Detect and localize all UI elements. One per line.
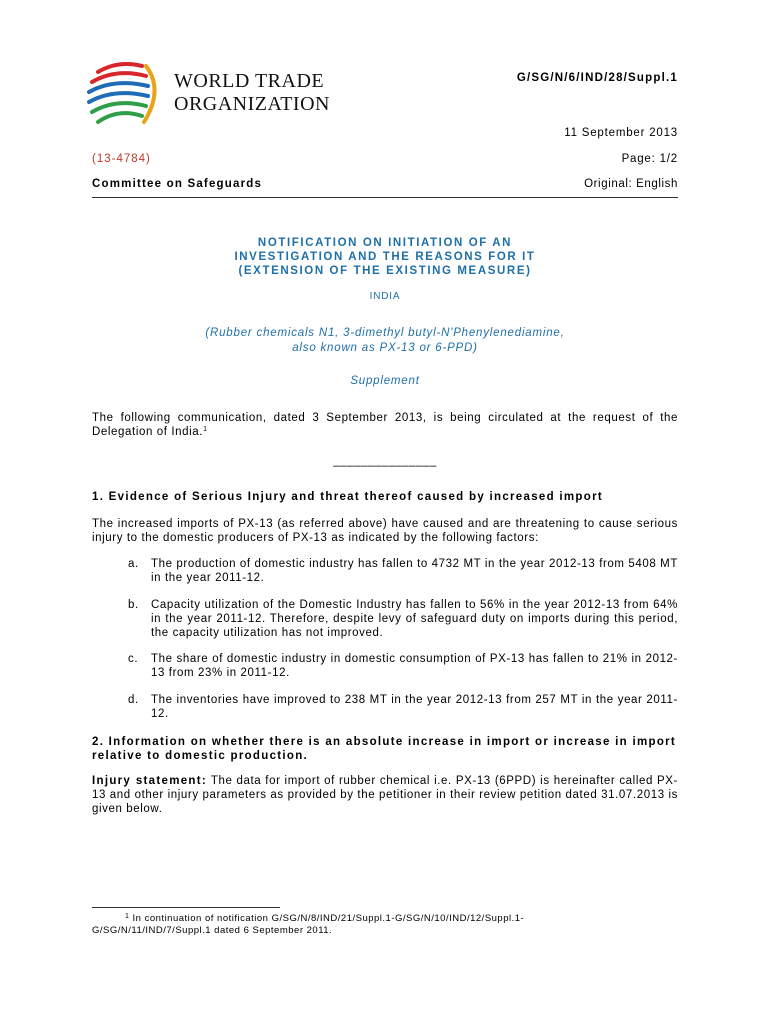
section-2-paragraph <box>92 774 678 816</box>
list-marker: a. <box>128 558 139 570</box>
org-line-1: WORLD TRADE <box>174 70 325 92</box>
document-title <box>92 236 678 278</box>
intro-paragraph <box>92 411 678 439</box>
injury-statement-label: Injury statement: <box>92 775 207 787</box>
footnote-line-1: In continuation of notification G/SG/N/8/IND/21/Suppl.1-G/SG/N/10/IND/12/Suppl.1- <box>129 913 525 924</box>
injury-statement-text: The data for import of rubber chemical i.e. PX-13 (6PPD) is hereinafter called PX-13 and other injury parameters as provided by the petitioner in their review petition dated 31.07.2013 is given below. <box>92 775 678 815</box>
section-2-heading: 2. Information on whether there is an absolute increase in import or increase in import relative to domestic production. <box>92 736 677 762</box>
section-1-paragraph: The increased imports of PX-13 (as referred above) have caused and are threatening to cause serious injury to the domestic producers of PX-13 as indicated by the following factors: <box>92 518 678 544</box>
footnote-line-2: G/SG/N/11/IND/7/Suppl.1 dated 6 September 2011. <box>92 925 333 936</box>
original-language: Original: English <box>584 178 678 190</box>
title-line-1: NOTIFICATION ON INITIATION OF AN <box>257 237 513 249</box>
wto-emblem-icon <box>84 56 170 132</box>
list-text: Capacity utilization of the Domestic Industry has fallen to 56% in the year 2012-13 from 64% in the year 2011-12. Therefore, despite levy of safeguard duty on imports during this period, the capacity utilization has not improved. <box>151 599 678 639</box>
title-line-2: INVESTIGATION AND THE REASONS FOR IT <box>234 251 536 263</box>
footnote-marker: 1 <box>125 913 130 920</box>
section-1-heading: 1. Evidence of Serious Injury and threat thereof caused by increased import <box>92 491 603 503</box>
section-separator: _______________ <box>333 455 437 467</box>
document-reference: G/SG/N/6/IND/28/Suppl.1 <box>516 72 678 84</box>
wto-logo <box>84 56 334 132</box>
header-divider <box>92 197 678 198</box>
organization-name <box>174 70 330 116</box>
intro-text: The following communication, dated 3 September 2013, is being circulated at the request of the Delegation of India. <box>92 412 678 438</box>
list-text: The share of domestic industry in domestic consumption of PX-13 has fallen to 21% in 2012-13 from 23% in 2011-12. <box>151 653 678 679</box>
page-number: Page: 1/2 <box>621 153 678 165</box>
list-text: The production of domestic industry has fallen to 4732 MT in the year 2012-13 from 5408 MT in the year 2011-12. <box>151 558 678 584</box>
supplement-label: Supplement <box>350 375 420 387</box>
product-line-2: also known as PX-13 or 6-PPD) <box>292 342 478 354</box>
title-line-3: (EXTENSION OF THE EXISTING MEASURE) <box>238 265 532 277</box>
country-name: INDIA <box>369 291 401 302</box>
product-line-1: (Rubber chemicals N1, 3-dimethyl butyl-N'Phenylenediamine, <box>205 327 565 339</box>
document-date: 11 September 2013 <box>564 127 678 139</box>
footnote <box>92 913 678 937</box>
list-marker: b. <box>128 599 139 611</box>
footnote-reference: 1 <box>203 426 208 433</box>
footnote-divider <box>92 907 280 908</box>
org-line-2: ORGANIZATION <box>174 93 330 115</box>
product-description <box>92 326 678 356</box>
committee-name: Committee on Safeguards <box>92 178 263 190</box>
list-marker: d. <box>128 694 139 706</box>
document-number: (13-4784) <box>92 153 151 165</box>
list-marker: c. <box>128 653 139 665</box>
list-text: The inventories have improved to 238 MT in the year 2012-13 from 257 MT in the year 2011-12. <box>151 694 678 720</box>
